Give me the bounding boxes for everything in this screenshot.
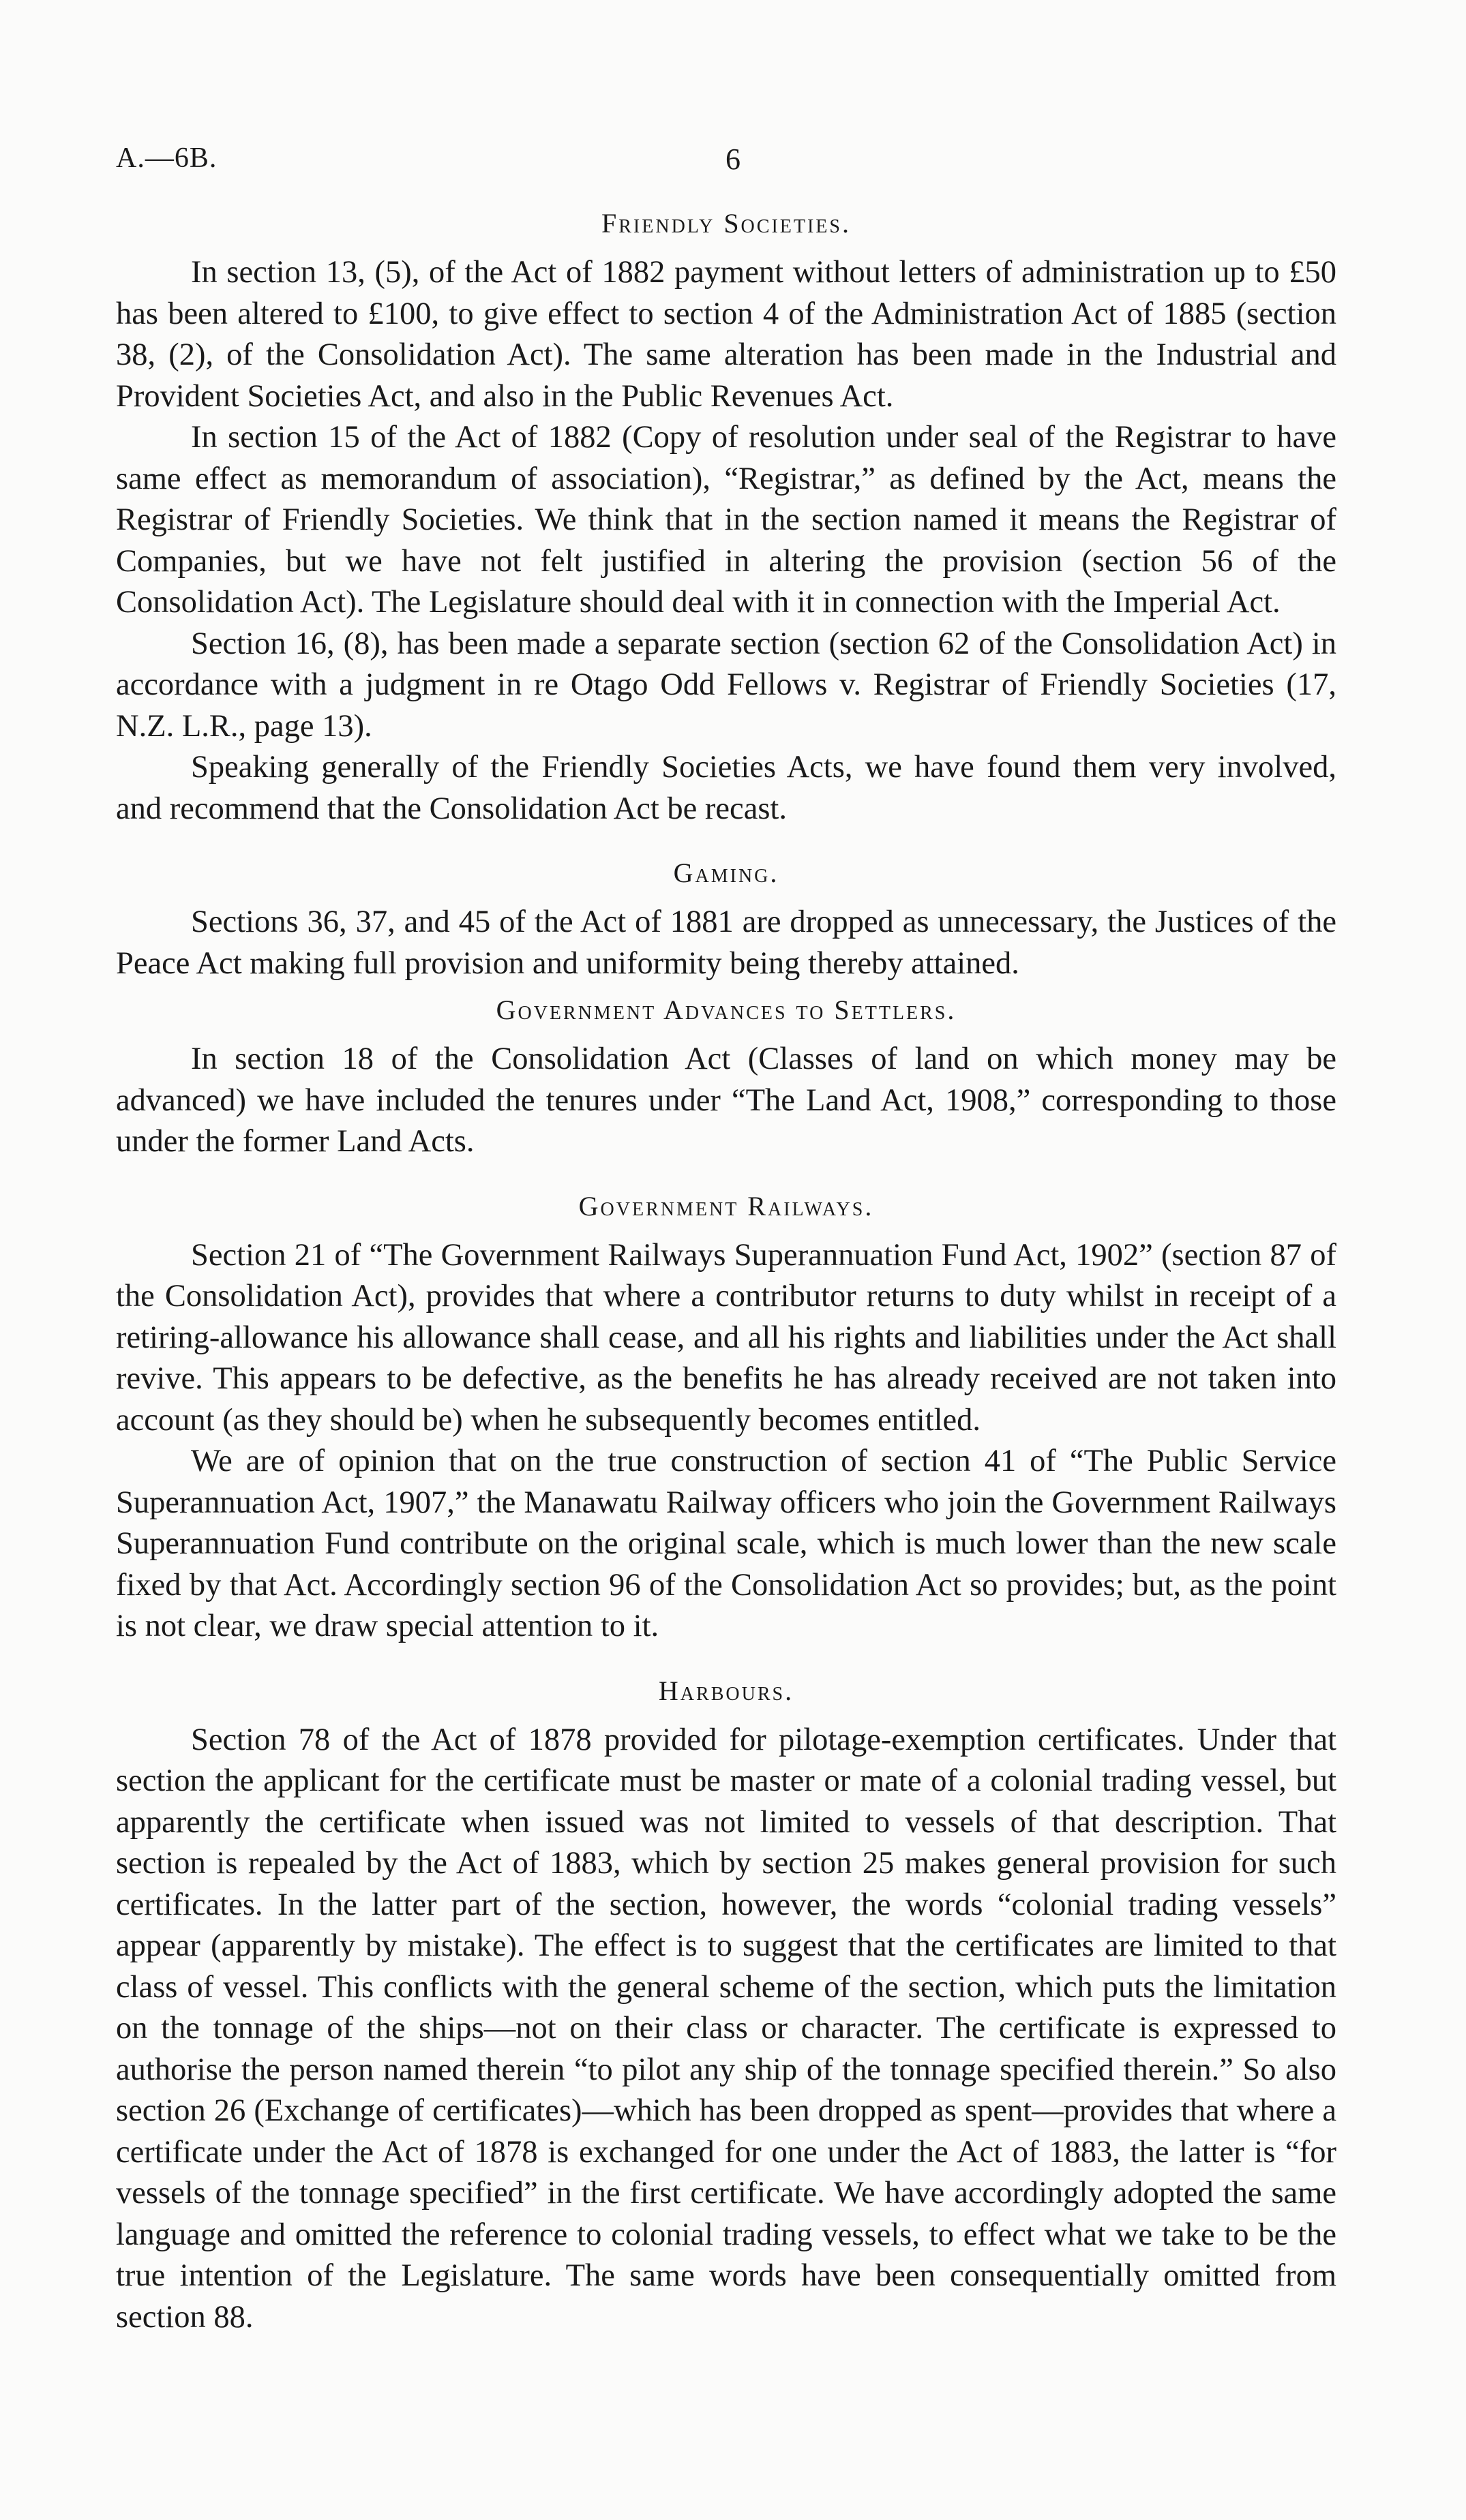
section-heading: Friendly Societies. [601, 208, 851, 239]
section-heading: Harbours. [658, 1675, 794, 1706]
document-body [116, 204, 1336, 2338]
section-heading: Government Advances to Settlers. [496, 995, 957, 1025]
section-government-advances [116, 991, 1336, 1163]
section-friendly-societies [116, 204, 1336, 830]
section-heading: Government Railways. [578, 1190, 874, 1221]
paragraph: In section 18 of the Consolidation Act (Classes of land on which money may be advanced) we have included the tenures under “The Land Act, 1908,” corresponding to those under the former Land Acts. [116, 1042, 1336, 1159]
document-reference: A.—6B. [116, 142, 218, 174]
paragraph: In section 13, (5), of the Act of 1882 payment without letters of administration up to £50 has been altered to £100, to give effect to section 4 of the Administration Act of 1885 (section 38, (2), of the Consolidation Act). The same alteration has been made in the Industrial and Provident Societies Act, and also in the Public Revenues Act. [116, 255, 1336, 414]
paragraph: Sections 36, 37, and 45 of the Act of 1881 are dropped as unnecessary, the Justices of the Peace Act making full provision and uniformity being thereby attained. [116, 905, 1336, 981]
paragraph: Section 78 of the Act of 1878 provided for pilotage-exemption certificates. Under that section the applicant for the certificate must be master or mate of a colonial trading vessel, but apparently the certificate when issued was not limited to vessels of that description. That section is repealed by the Act of 1883, which by section 25 makes general provision for such certificates. In the latter part of the section, however, the words “colonial trading vessels” appear (apparently by mistake). The effect is to suggest that the certificates are limited to that class of vessel. This conflicts with the general scheme of the section, which puts the limitation on the tonnage of the ships—not on their class or character. The certificate is expressed to authorise the person named therein “to pilot any ship of the tonnage specified therein.” So also section 26 (Exchange of certificates)—which has been dropped as spent—provides that where a certificate under the Act of 1878 is exchanged for one under the Act of 1883, the latter is “for vessels of the tonnage specified” in the first certificate. We have accordingly adopted the same language and omitted the reference to colonial trading vessels, to effect what we take to be the true intention of the Legislature. The same words have been consequentially omitted from section 88. [116, 1722, 1336, 2335]
paragraph: We are of opinion that on the true construction of section 41 of “The Public Service Superannuation Act, 1907,” the Manawatu Railway officers who join the Government Railways Superannuation Fund contribute on the original scale, which is much lower than the new scale fixed by that Act. Accordingly section 96 of the Consolidation Act so provides; but, as the point is not clear, we draw special attention to it. [116, 1444, 1336, 1643]
paragraph: In section 15 of the Act of 1882 (Copy of resolution under seal of the Registrar to have same effect as memorandum of association), “Registrar,” as defined by the Act, means the Registrar of Friendly Societies. We think that in the section named it means the Registrar of Companies, but we have not felt justified in altering the provision (section 56 of the Consolidation Act). The Legislature should deal with it in connection with the Imperial Act. [116, 420, 1336, 620]
paragraph: Section 21 of “The Government Railways Superannuation Fund Act, 1902” (section 87 of the Consolidation Act), provides that where a contributor returns to duty whilst in receipt of a retiring-allowance his allowance shall cease, and all his rights and liabilities under the Act shall revive. This appears to be defective, as the benefits he has already received are not taken into account (as they should be) when he subsequently becomes entitled. [116, 1237, 1336, 1438]
section-harbours [116, 1672, 1336, 2339]
page-header [116, 142, 1350, 183]
section-gaming [116, 854, 1336, 984]
paragraph: Section 16, (8), has been made a separate section (section 62 of the Consolidation Act) in accordance with a judgment in re Otago Odd Fellows v. Registrar of Friendly Societies (17, N.Z. L.R., page 13). [116, 626, 1336, 744]
section-government-railways [116, 1187, 1336, 1648]
paragraph: Speaking generally of the Friendly Societies Acts, we have found them very involved, and recommend that the Consolidation Act be recast. [116, 750, 1336, 826]
page-number: 6 [725, 142, 741, 176]
section-heading: Gaming. [673, 857, 779, 888]
